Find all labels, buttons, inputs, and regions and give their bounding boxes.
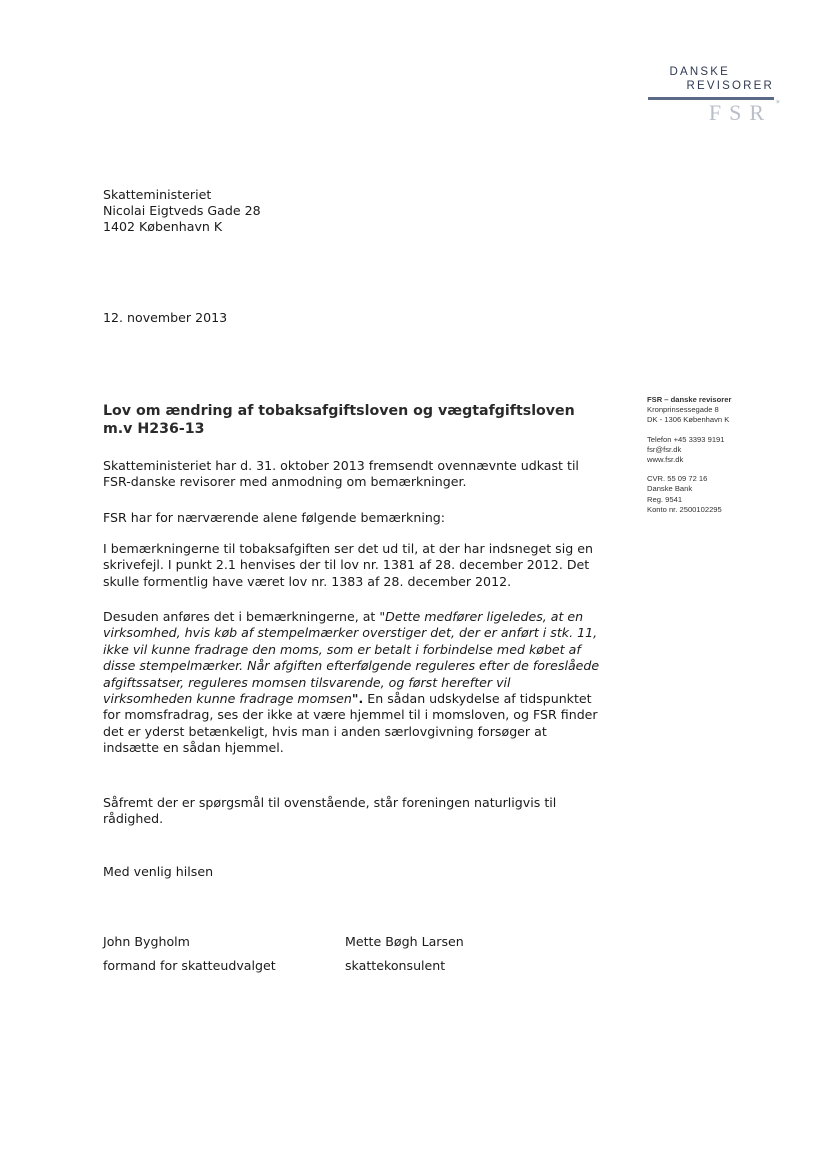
sender-account: Konto nr. 2500102295 <box>647 504 722 514</box>
logo-line-danske: DANSKE <box>669 66 730 78</box>
paragraph-1: Skatteministeriet har d. 31. oktober 2013 fremsendt ovennævnte udkast til FSR-danske revisorer med anmodning om bemærkninger. <box>103 458 579 490</box>
recipient-name: Skatteministeriet <box>103 187 212 202</box>
sender-org: FSR – danske revisorer <box>647 395 732 404</box>
logo-star-icon: * <box>775 98 780 110</box>
logo-fsr-mark: FSR <box>708 100 772 125</box>
sender-phone: Telefon +45 3393 9191 <box>647 434 725 444</box>
paragraph-5: Såfremt der er spørgsmål til ovenstående, står foreningen naturligvis til rådighed. <box>103 795 557 827</box>
sender-email: fsr@fsr.dk <box>647 444 682 454</box>
logo-line-revisorer: REVISORER <box>686 80 774 92</box>
letter-subject: Lov om ændring af tobaksafgiftsloven og vægtafgiftsloven m.v H236-13 <box>103 403 575 437</box>
paragraph-2: FSR har for nærværende alene følgende bemærkning: <box>103 510 446 525</box>
signature-title: formand for skatteudvalget <box>103 958 276 973</box>
sender-street: Kronprinsessegade 8 <box>647 405 719 415</box>
sender-cvr: CVR. 55 09 72 16 <box>647 474 708 484</box>
letter-date: 12. november 2013 <box>103 310 228 325</box>
sender-city: DK - 1306 København K <box>647 415 730 425</box>
signature-block-2 <box>345 930 464 978</box>
signature-name: John Bygholm <box>103 934 190 949</box>
paragraph-4-intro: Desuden anføres det i bemærkningerne, at <box>103 609 380 624</box>
sender-web: www.fsr.dk <box>647 455 684 465</box>
paragraph-4-rest: En sådan udskydelse af tidspunktet for momsfradrag, ses der ikke at være hjemmel til i momsloven, og FSR finder det er yderst betænkeligt, hvis man i anden særlovgivning forsøger at indsætte en sådan hjemmel. <box>103 691 598 756</box>
recipient-address <box>103 187 261 235</box>
paragraph-4-quote: "Dette medfører ligeledes, at en virksomhed, hvis køb af stempelmærker overstiger det, der er anført i stk. 11, ikke vil kunne fradrage den moms, som er betalt i forbindelse med købet af disse stempelmærker. Når afgiften efterfølgende reguleres efter de foreslåede afgiftssatser, reguleres momsen tilsvarende, og først herefter vil virksomheden kunne fradrage momsen <box>103 609 600 707</box>
paragraph-3: I bemærkningerne til tobaksafgiften ser det ud til, at der har indsneget sig en skrivefejl. I punkt 2.1 henvises der til lov nr. 1381 af 28. december 2012. Det skulle formentlig have været lov nr. 1383 af 28. december 2012. <box>103 541 593 589</box>
signature-block-1 <box>103 930 276 978</box>
paragraph-4-quote-close: ". <box>351 691 364 707</box>
sender-bank: Danske Bank <box>647 484 693 494</box>
fsr-logo <box>640 64 780 126</box>
recipient-street: Nicolai Eigtveds Gade 28 <box>103 203 261 218</box>
paragraph-4 <box>103 609 603 757</box>
closing-greeting: Med venlig hilsen <box>103 864 214 879</box>
signature-name: Mette Bøgh Larsen <box>345 934 464 949</box>
sender-reg: Reg. 9541 <box>647 494 683 504</box>
recipient-city: 1402 København K <box>103 219 223 234</box>
signature-title: skattekonsulent <box>345 958 446 973</box>
sender-info <box>647 395 797 515</box>
